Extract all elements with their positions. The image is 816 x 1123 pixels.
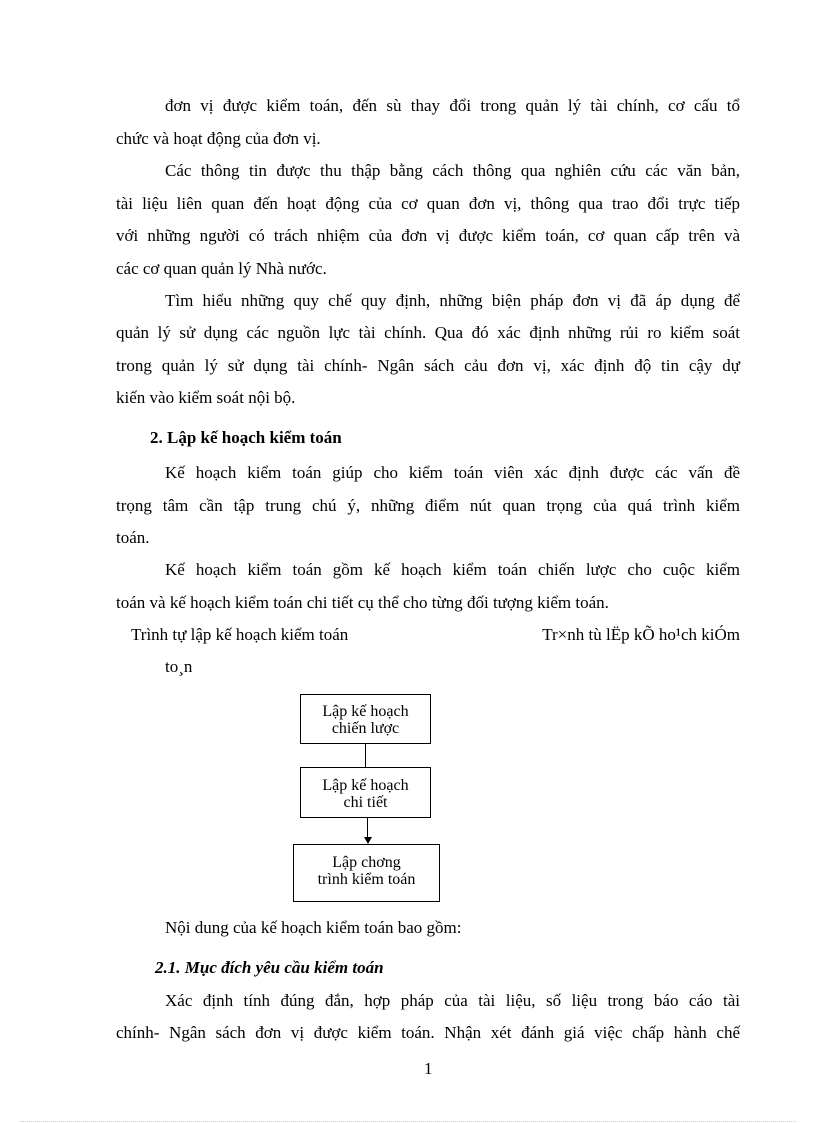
box-text: chi tiết: [343, 794, 388, 811]
paragraph-line: Xác định tính đúng đắn, hợp pháp của tài liệu, số liệu trong báo cáo tài: [165, 991, 740, 1010]
paragraph-line: Kế hoạch kiểm toán gồm kế hoạch kiểm toán chiến lược cho cuộc kiểm: [165, 560, 740, 579]
paragraph-line: chính- Ngân sách đơn vị được kiểm toán. Nhận xét đánh giá việc chấp hành chế: [116, 1023, 740, 1042]
paragraph-line: trọng tâm cần tập trung chú ý, những điểm nút quan trọng của quá trình kiểm: [116, 496, 740, 515]
box-text: Lập kế hoạch: [322, 777, 409, 794]
box-text: trình kiểm toán: [317, 871, 416, 888]
footer-divider: [20, 1121, 796, 1122]
paragraph-line: quản lý sử dụng các nguồn lực tài chính. Qua đó xác định những rủi ro kiểm soát: [116, 323, 740, 342]
paragraph-line: Kế hoạch kiểm toán giúp cho kiểm toán viên xác định được các vấn đề: [165, 463, 740, 482]
page-number: 1: [424, 1059, 433, 1078]
box-text: Lập kế hoạch: [322, 703, 409, 720]
paragraph-line: toán và kế hoạch kiểm toán chi tiết cụ thể cho từng đối tượng kiểm toán.: [116, 593, 609, 612]
paragraph-line: với những người có trách nhiệm của đơn vị được kiểm toán, cơ quan cấp trên và: [116, 226, 740, 245]
paragraph-line: tài liệu liên quan đến hoạt động của cơ quan đơn vị, thông qua trao đổi trực tiếp: [116, 194, 740, 213]
flow-connector: [367, 818, 368, 837]
paragraph-line: Nội dung của kế hoạch kiểm toán bao gồm:: [165, 918, 462, 937]
flowchart-box-program: [293, 844, 440, 902]
paragraph-line: các cơ quan quản lý Nhà nước.: [116, 259, 327, 278]
garbled-label: to¸n: [165, 657, 193, 676]
paragraph-line: toán.: [116, 528, 150, 547]
flow-connector: [365, 744, 366, 767]
paragraph-line: đơn vị được kiểm toán, đến sù thay đổi trong quản lý tài chính, cơ cấu tổ: [165, 96, 740, 115]
flowchart-box-detail: [300, 767, 431, 818]
section-heading: 2. Lập kế hoạch kiểm toán: [150, 428, 342, 447]
flowchart-box-strategic: [300, 694, 431, 744]
paragraph-line: kiến vào kiểm soát nội bộ.: [116, 388, 296, 407]
paragraph-line: trong quản lý sử dụng tài chính- Ngân sách cảu đơn vị, xác định độ tin cậy dự: [116, 356, 740, 375]
sequence-label: Trình tự lập kế hoạch kiểm toán: [131, 625, 349, 644]
arrow-down-icon: [364, 837, 372, 844]
garbled-label: Tr×nh tù lËp kÕ ho¹ch kiÓm: [542, 625, 740, 644]
paragraph-line: Các thông tin được thu thập bằng cách thông qua nghiên cứu các văn bản,: [165, 161, 740, 180]
paragraph-line: chức và hoạt động của đơn vị.: [116, 129, 321, 148]
paragraph-line: Tìm hiểu những quy chế quy định, những biện pháp đơn vị đã áp dụng để: [165, 291, 740, 310]
box-text: chiến lược: [331, 720, 400, 737]
section-subheading: 2.1. Mục đích yêu cầu kiểm toán: [155, 958, 384, 977]
box-text: Lập chơng: [332, 854, 401, 871]
